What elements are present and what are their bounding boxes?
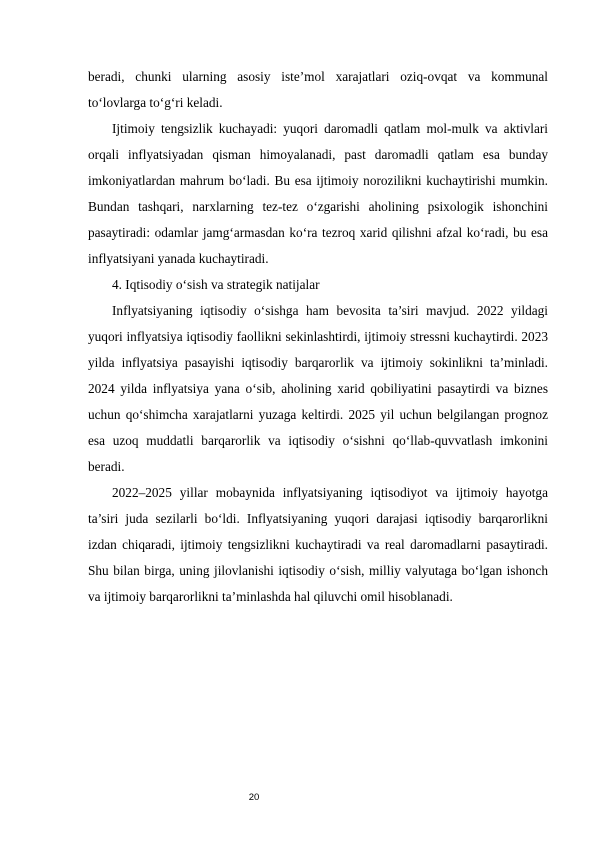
section-heading: 4. Iqtisodiy o‘sish va strategik natijalar bbox=[112, 277, 320, 292]
page-body bbox=[88, 64, 548, 610]
paragraph-conclusion: 2022–2025 yillar mobaynida inflyatsiyaning iqtisodiyot va ijtimoiy hayotga ta’siri juda sezilarli bo‘ldi. Inflyatsiyaning yuqori darajasi iqtisodiy barqarorlikni izdan chiqaradi, ijtimoiy tengsizlikni kuchaytiradi va real daromadlarni pasaytiradi. Shu bilan birga, uning jilovlanishi iqtisodiy o‘sish, milliy valyutaga bo‘lgan ishonch va ijtimoiy barqarorlikni ta’minlashda hal qiluvchi omil hisoblanadi. bbox=[88, 485, 548, 604]
paragraph-economic-growth: Inflyatsiyaning iqtisodiy o‘sishga ham bevosita ta’siri mavjud. 2022 yildagi yuqori inflyatsiya iqtisodiy faollikni sekinlashtirdi, ijtimoiy stressni kuchaytirdi. 2023 yilda inflyatsiya pasayishi iqtisodiy barqarorlik va ijtimoiy sokinlikni ta’minladi. 2024 yilda inflyatsiya yana o‘sib, aholining xarid qobiliyatini pasaytirdi va biznes uchun qo‘shimcha xarajatlarni yuzaga keltirdi. 2025 yil uchun belgilangan prognoz esa uzoq muddatli barqarorlik va iqtisodiy o‘sishni qo‘llab-quvvatlash imkonini beradi. bbox=[88, 303, 548, 474]
page-number: 20 bbox=[248, 792, 260, 803]
paragraph-social-inequality: Ijtimoiy tengsizlik kuchayadi: yuqori daromadli qatlam mol-mulk va aktivlari orqali inflyatsiyadan qisman himoyalanadi, past daromadli qatlam esa bunday imkoniyatlardan mahrum bo‘ladi. Bu esa ijtimoiy norozilikni kuchaytirishi mumkin. Bundan tashqari, narxlarning tez-tez o‘zgarishi aholining psixologik ishonchini pasaytiradi: odamlar jamg‘armasdan ko‘ra tezroq xarid qilishni afzal ko‘radi, bu esa inflyatsiyani yanada kuchaytiradi. bbox=[88, 121, 548, 266]
paragraph-continuation: beradi, chunki ularning asosiy iste’mol xarajatlari oziq-ovqat va kommunal to‘lovlarga to‘g‘ri keladi. bbox=[88, 69, 548, 110]
